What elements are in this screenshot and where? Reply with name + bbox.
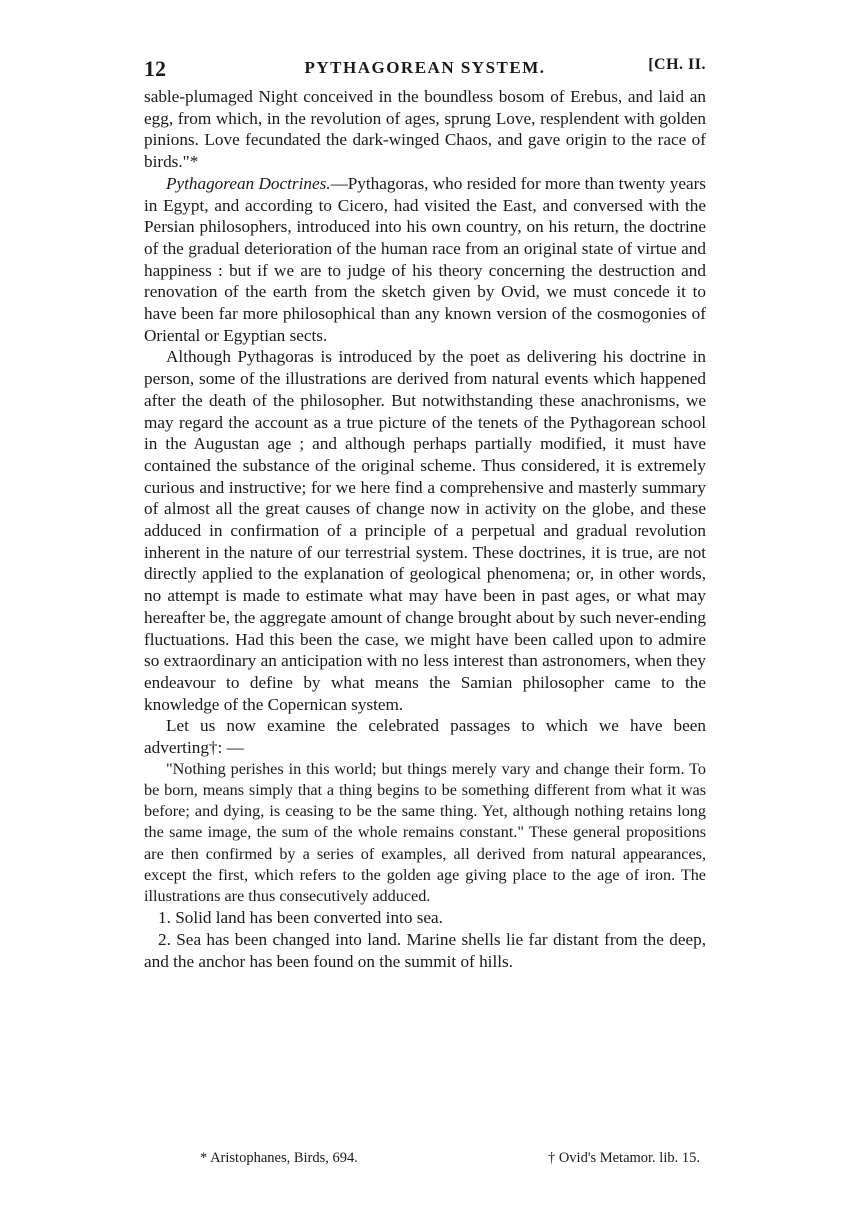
footnote-star: * Aristophanes, Birds, 694. [200,1150,358,1166]
list-item-1: 1. Solid land has been converted into sea. [158,908,443,928]
paragraph-quote-end: sable-plumaged Night conceived in the boundless bosom of Erebus, and laid an egg, from which, in the revolution of ages, sprung Love, resplendent with golden pinions. Love fecundated the dark-winged Chaos, and gave origin to the race of birds."* [144,87,706,172]
running-title: PYTHAGOREAN SYSTEM. [304,58,546,77]
section-heading: Pythagorean Doctrines. [166,173,331,193]
page-number: 12 [144,56,166,81]
page-header [144,56,706,86]
footnotes [200,1150,700,1167]
paragraph-pythagorean-doctrines [144,173,706,347]
paragraph-anachronisms: Although Pythagoras is introduced by the poet as delivering his doctrine in person, some of the illustrations are derived from natural events which happened after the death of the philosopher. But notwithstanding these anachronisms, we may regard the account as a true picture of the tenets of the Pythagorean school in the Augustan age ; and although perhaps partially modified, it must have contained the substance of the original scheme. Thus considered, it is extremely curious and instructive; for we here find a comprehensive and masterly summary of almost all the great causes of change now in activity on the globe, and these adduced in confirmation of a principle of a perpetual and gradual revolution inherent in the nature of our terrestrial system. These doctrines, it is true, are not directly applied to the explanation of geological phenomena; or, in other words, no attempt is made to estimate what may have been in past ages, or what may hereafter be, the aggregate amount of change brought about by such never-ending fluctuations. Had this been the case, we might have been called upon to admire so extraordinary an anticipation with no less interest than astronomers, when they endeavour to define by what means the Samian philosopher came to the knowledge of the Copernican system. [144,347,706,714]
paragraph-text: —Pythagoras, who resided for more than twenty years in Egypt, and according to Cicero, had visited the East, and conversed with the Persian philosophers, introduced into his own country, on his return, the doctrine of the gradual deterioration of the human race from an original state of virtue and happiness : but if we are to judge of his theory concerning the destruction and renovation of the earth from the sketch given by Ovid, we must concede it to have been far more philosophical than any known version of the cosmogonies of Oriental or Egyptian sects. [144,173,706,345]
chapter-marker: [CH. II. [648,56,706,73]
footnote-dagger: † Ovid's Metamor. lib. 15. [547,1150,700,1166]
list-item-2: 2. Sea has been changed into land. Marine shells lie far distant from the deep, and the anchor has been found on the summit of hills. [144,929,706,971]
paragraph-ovid-quote: "Nothing perishes in this world; but things merely vary and change their form. To be born, means simply that a thing begins to be something different from what it was before; and dying, is ceasing to be the same thing. Yet, although nothing retains long the same image, the sum of the whole remains constant." These general propositions are then confirmed by a series of examples, all derived from natural appearances, except the first, which refers to the golden age giving place to the age of iron. The illustrations are thus consecutively adduced. [144,759,706,906]
page-body [144,86,706,972]
paragraph-passages-intro: Let us now examine the celebrated passages to which we have been adverting†: — [144,716,706,758]
